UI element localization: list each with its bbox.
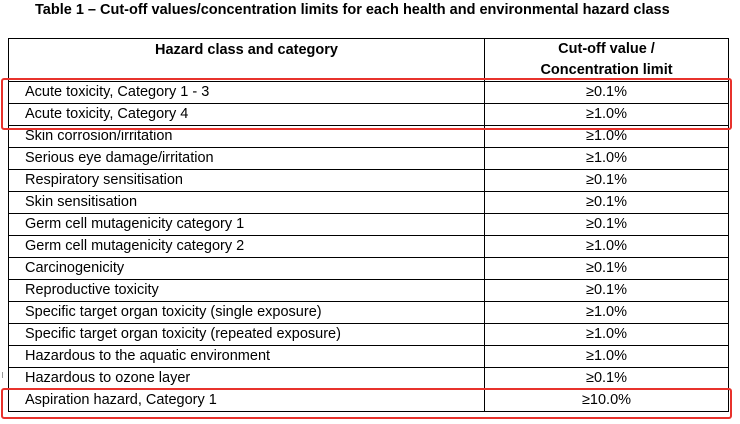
hazard-cell: Germ cell mutagenicity category 2 — [9, 236, 485, 258]
table-row — [9, 148, 729, 170]
column-header-limit-line1: Cut-off value / — [558, 41, 655, 57]
table-row — [9, 346, 729, 368]
table-row — [9, 324, 729, 346]
limit-cell: ≥0.1% — [485, 280, 729, 302]
limit-cell: ≥1.0% — [485, 104, 729, 126]
hazard-cell: Skin sensitisation — [9, 192, 485, 214]
table-row — [9, 368, 729, 390]
limit-cell: ≥0.1% — [485, 192, 729, 214]
limit-cell: ≥1.0% — [485, 126, 729, 148]
table-title: Table 1 – Cut-off values/concentration limits for each health and environmental hazard class — [35, 2, 670, 18]
margin-tick-mark — [2, 372, 3, 378]
table-row — [9, 390, 729, 412]
limit-cell: ≥1.0% — [485, 346, 729, 368]
hazard-cell: Hazardous to ozone layer — [9, 368, 485, 390]
table-row — [9, 82, 729, 104]
table-header-row — [9, 39, 729, 82]
hazard-cell: Reproductive toxicity — [9, 280, 485, 302]
table-row — [9, 302, 729, 324]
column-header-hazard: Hazard class and category — [9, 39, 485, 82]
table-row — [9, 192, 729, 214]
limit-cell: ≥0.1% — [485, 214, 729, 236]
table-row — [9, 126, 729, 148]
column-header-limit-line2: Concentration limit — [540, 62, 673, 78]
hazard-cell: Germ cell mutagenicity category 1 — [9, 214, 485, 236]
limit-cell: ≥0.1% — [485, 82, 729, 104]
hazard-cell: Acute toxicity, Category 4 — [9, 104, 485, 126]
limit-cell: ≥1.0% — [485, 324, 729, 346]
table-row — [9, 280, 729, 302]
hazard-cell: Hazardous to the aquatic environment — [9, 346, 485, 368]
hazard-cell: Specific target organ toxicity (repeated exposure) — [9, 324, 485, 346]
table-row — [9, 236, 729, 258]
table-row — [9, 214, 729, 236]
hazard-cell: Carcinogenicity — [9, 258, 485, 280]
hazard-cell: Specific target organ toxicity (single exposure) — [9, 302, 485, 324]
limit-cell: ≥1.0% — [485, 148, 729, 170]
limit-cell: ≥0.1% — [485, 170, 729, 192]
hazard-cell: Respiratory sensitisation — [9, 170, 485, 192]
hazard-table — [8, 38, 729, 412]
hazard-cell: Serious eye damage/irritation — [9, 148, 485, 170]
table-row — [9, 104, 729, 126]
limit-cell: ≥1.0% — [485, 236, 729, 258]
limit-cell: ≥10.0% — [485, 390, 729, 412]
hazard-cell: Aspiration hazard, Category 1 — [9, 390, 485, 412]
limit-cell: ≥1.0% — [485, 302, 729, 324]
limit-cell: ≥0.1% — [485, 368, 729, 390]
hazard-cell: Skin corrosion/irritation — [9, 126, 485, 148]
column-header-limit — [485, 39, 729, 82]
limit-cell: ≥0.1% — [485, 258, 729, 280]
table-row — [9, 170, 729, 192]
hazard-cell: Acute toxicity, Category 1 - 3 — [9, 82, 485, 104]
table-row — [9, 258, 729, 280]
